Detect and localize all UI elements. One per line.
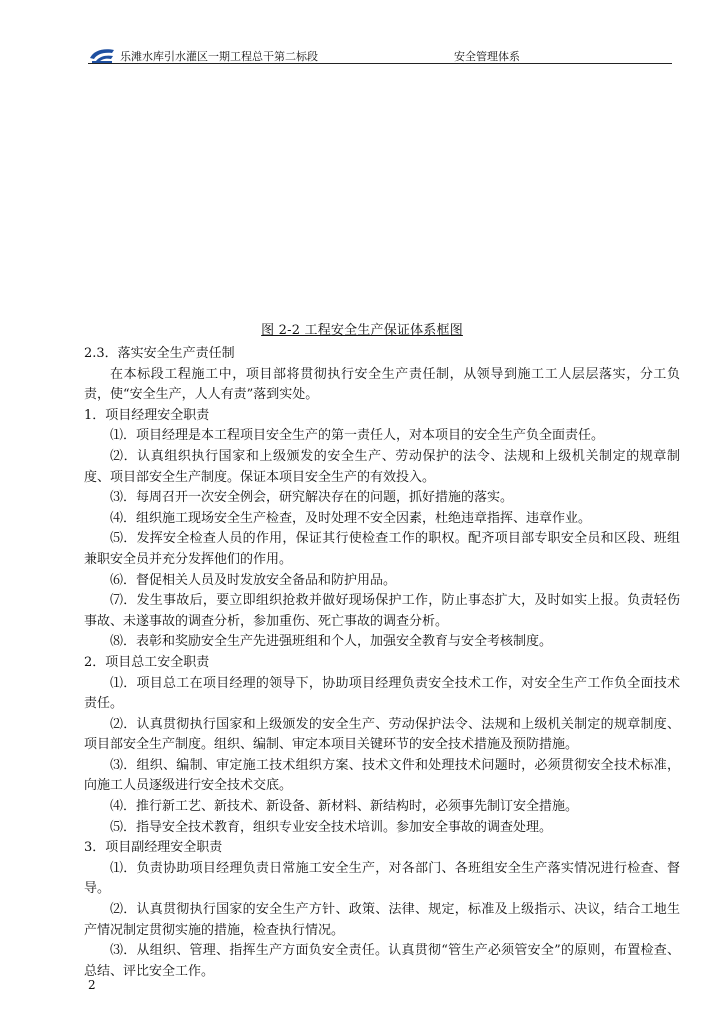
duty-item: ⑷．组织施工现场安全生产检查，及时处理不安全因素，杜绝违章指挥、违章作业。 — [110, 510, 592, 526]
duty-item: ⑴．项目总工在项目经理的领导下，协助项目经理负责安全技术工作，对安全生产工作负全面技术责任。 — [84, 675, 680, 712]
duty-item: ⑴．项目经理是本工程项目安全生产的第一责任人，对本项目的安全生产负全面责任。 — [110, 428, 605, 444]
part-title: 1．项目经理安全职责 — [84, 407, 210, 423]
header-divider — [88, 63, 672, 64]
part-title: 2．项目总工安全职责 — [84, 654, 210, 670]
duty-item: ⑻．表彰和奖励安全生产先进强班组和个人，加强安全教育与安全考核制度。 — [110, 634, 553, 650]
section-intro: 在本标段工程施工中，项目部将贯彻执行安全生产责任制，从领导到施工工人层层落实，分工负责，使“安全生产，人人有责”落到实处。 — [84, 366, 680, 403]
header-project-title: 乐滩水库引水灌区一期工程总干第二标段 — [120, 50, 318, 63]
duty-item: ⑴．负责协助项目经理负责日常施工安全生产，对各部门、各班组安全生产落实情况进行检查、督导。 — [84, 860, 680, 897]
duty-item: ⑶．每周召开一次安全例会，研究解决存在的问题，抓好措施的落实。 — [110, 490, 514, 506]
part-title: 3．项目副经理安全职责 — [84, 840, 223, 856]
duty-item: ⑺．发生事故后，要立即组织抢救并做好现场保护工作，防止事态扩大，及时如实上报。负责轻伤事故、未遂事故的调查分析，参加重伤、死亡事故的调查分析。 — [84, 593, 680, 629]
duty-item: ⑷．推行新工艺、新技术、新设备、新材料、新结构时，必须事先制订安全措施。 — [110, 799, 579, 815]
duty-item: ⑵．认真贯彻执行国家和上级颁发的安全生产、劳动保护法令、法规和上级机关制定的规章制度、项目部安全生产制度。组织、编制、审定本项目关键环节的安全技术措施及预防措施。 — [84, 716, 680, 753]
figure-caption-text: 图 2-2 工程安全生产保证体系框图 — [261, 323, 463, 338]
duty-item: ⑸．发挥安全检查人员的作用，保证其行使检查工作的职权。配齐项目部专职安全员和区段、班组兼职安全员并充分发挥他们的作用。 — [84, 531, 680, 567]
header-section-title: 安全管理体系 — [454, 50, 520, 63]
duty-item: ⑵．认真贯彻执行国家的安全生产方针、政策、法律、规定，标准及上级指示、决议，结合工地生产情况制定贯彻实施的措施，检查执行情况。 — [84, 902, 680, 938]
duty-item: ⑸．指导安全技术教育，组织专业安全技术培训。参加安全事故的调查处理。 — [110, 819, 553, 835]
duty-item: ⑵．认真组织执行国家和上级颁发的安全生产、劳动保护的法令、法规和上级机关制定的规章制度、项目部安全生产制度。保证本项目安全生产的有效投入。 — [84, 448, 680, 485]
duty-item: ⑶．从组织、管理、指挥生产方面负安全责任。认真贯彻“管生产必须管安全”的原则，布置检查、总结、评比安全工作。 — [84, 943, 680, 979]
page-number: 2 — [88, 978, 96, 992]
figure-caption — [0, 323, 724, 339]
document-body — [84, 344, 680, 982]
duty-item: ⑶．组织、编制、审定施工技术组织方案、技术文件和处理技术问题时，必须贯彻安全技术标准，向施工人员逐级进行安全技术交底。 — [84, 757, 680, 794]
duty-item: ⑹．督促相关人员及时发放安全备品和防护用品。 — [110, 572, 397, 588]
section-heading: 2.3．落实安全生产责任制 — [84, 346, 235, 361]
header-divider-wrap — [88, 0, 672, 70]
